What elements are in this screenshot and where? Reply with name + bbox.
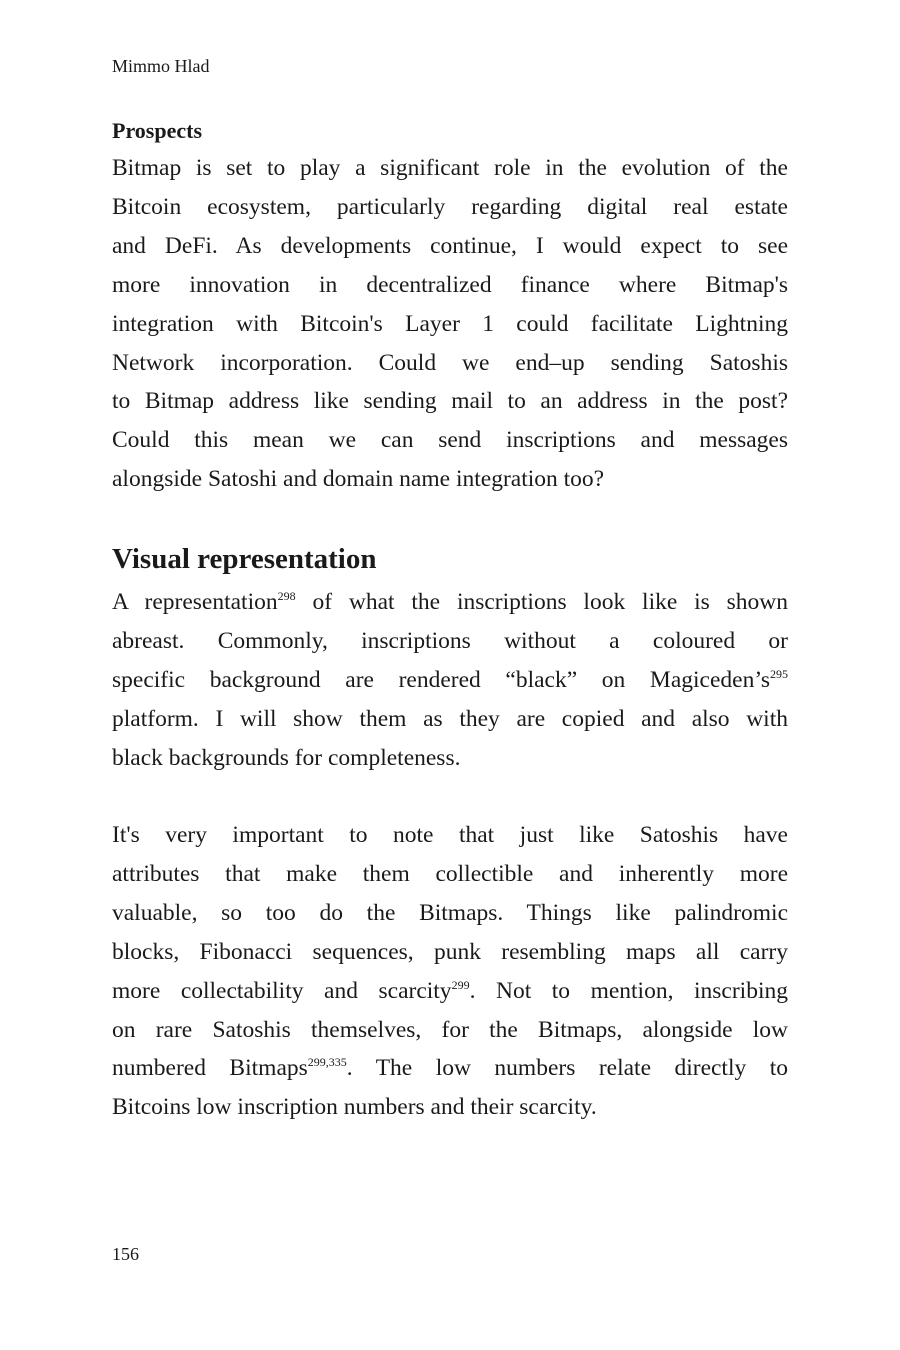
paragraph-line: attributes that make them collectible and inherently more [112, 860, 788, 887]
running-head-author: Mimmo Hlad [112, 56, 210, 76]
paragraph-line: Bitmap is set to play a significant role in the evolution of the [112, 155, 788, 181]
paragraph-line: abreast. Commonly, inscriptions without a coloured or [112, 627, 788, 654]
paragraph-line: on rare Satoshis themselves, for the Bitmaps, alongside low [112, 1016, 788, 1043]
paragraph-line: numbered Bitmaps$^{299,335}$. The low numbers relate directly to [112, 1055, 788, 1082]
paragraph-line: specific background are rendered “black” on Magiceden’s$^{295}$ [112, 666, 788, 693]
visual-paragraph-2 [112, 816, 788, 1127]
paragraph-line: valuable, so too do the Bitmaps. Things like palindromic [112, 899, 788, 926]
paragraph-line: It's very important to note that just like Satoshis have [112, 822, 788, 848]
page-number: 156 [112, 1244, 139, 1264]
paragraph-line: platform. I will show them as they are copied and also with [112, 705, 788, 732]
paragraph-line: Network incorporation. Could we end–up sending Satoshis [112, 349, 788, 376]
section-label-prospects: Prospects [112, 118, 203, 143]
footnote-ref[interactable]: 299,335 [307, 1055, 347, 1070]
paragraph-line: integration with Bitcoin's Layer 1 could facilitate Lightning [112, 310, 788, 337]
paragraph-line: Bitcoins low inscription numbers and their scarcity. [112, 1094, 597, 1121]
paragraph-line: blocks, Fibonacci sequences, punk resembling maps all carry [112, 938, 788, 965]
footnote-ref[interactable]: 295 [770, 666, 788, 681]
paragraph-line: more collectability and scarcity$^{299}$. Not to mention, inscribing [112, 977, 788, 1004]
footnote-ref[interactable]: 299 [451, 977, 470, 992]
footnote-ref[interactable]: 298 [277, 589, 296, 603]
paragraph-line: to Bitmap address like sending mail to an address in the post? [112, 388, 788, 415]
heading-visual-representation: Visual representation [112, 543, 377, 575]
book-page [112, 0, 788, 1350]
visual-paragraph-1 [112, 583, 788, 778]
paragraph-line: and DeFi. As developments continue, I would expect to see [112, 232, 788, 259]
paragraph-line: Bitcoin ecosystem, particularly regarding digital real estate [112, 193, 788, 220]
paragraph-line: alongside Satoshi and domain name integration too? [112, 466, 605, 493]
prospects-paragraph [112, 149, 788, 499]
paragraph-line: Could this mean we can send inscriptions and messages [112, 427, 788, 454]
paragraph-line: A representation$^{298}$ of what the inscriptions look like is shown [112, 589, 789, 615]
paragraph-line: black backgrounds for completeness. [112, 744, 461, 771]
paragraph-line: more innovation in decentralized finance where Bitmap's [112, 271, 788, 298]
